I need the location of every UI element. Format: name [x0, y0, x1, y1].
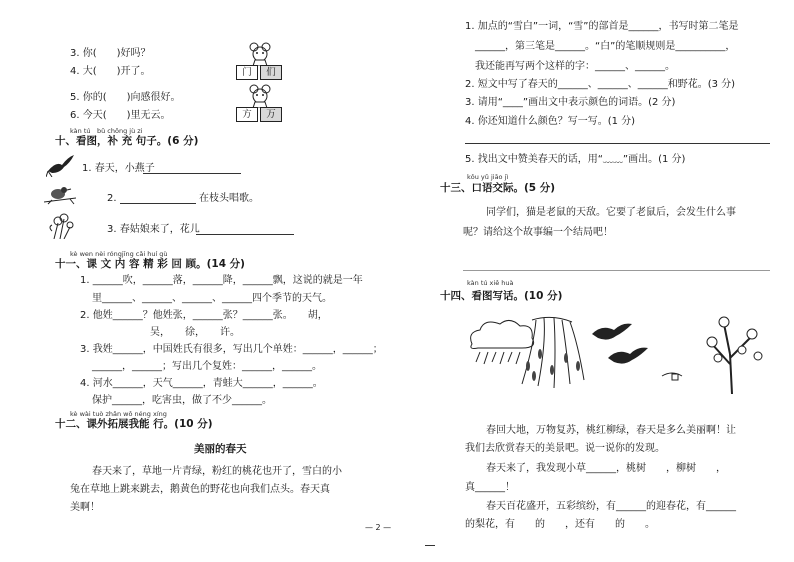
section-13-pinyin: kǒu yǔ jiāo jì [467, 173, 509, 181]
section-13-title: 十三、口语交际。(5 分) [440, 182, 556, 194]
story-line-3: 美啊！ [70, 502, 100, 513]
section-11-title: 十一、课 文 内 容 精 彩 回 顾。(14 分) [55, 258, 245, 270]
section-14-line-5: 春天百花盛开，五彩缤纷，有______的迎春花，有______ [486, 501, 736, 512]
section-14-line-2: 我们去欣赏春天的美景吧。说一说你的发现。 [465, 443, 665, 454]
section-14-line-6: 的梨花，有 的 ，还有 的 。 [465, 519, 655, 530]
section-11-line-2: 里______、______、______、______四个季节的天气。 [92, 293, 332, 304]
spring-scene-illustration [462, 314, 772, 394]
answer-line[interactable] [463, 270, 770, 271]
section-14-pinyin: kàn tú xiě huà [467, 279, 514, 287]
right-q1-line-1: 1. 加点的“雪白”一词，“雪”的部首是______，书写时第二笔是 [465, 21, 739, 32]
page-number: — 2 — [365, 523, 392, 532]
right-q5: 5. 找出文中赞美春天的话，用“﹏﹏”画出。(1 分) [465, 154, 686, 165]
section-13-line-2: 呢？请给这个故事编一个结局吧！ [463, 227, 613, 238]
section-14-line-3: 春天来了，我发现小草______，桃树 ，柳树 ， [486, 463, 726, 474]
section-11-pinyin: kè wen nèi róngjīng cǎi huí gù [70, 250, 168, 258]
answer-blank[interactable] [120, 203, 196, 204]
section-12-pinyin: kè wài tuò zhǎn wǒ néng xíng [70, 410, 167, 418]
question-4: 4. 大( )开了。 [70, 66, 151, 77]
section-10-item-2-number: 2. [107, 193, 117, 204]
fold-mark [425, 545, 435, 546]
section-11-line-6: ______，______；写出几个复姓：______，______。 [92, 361, 322, 372]
section-11-line-5: 3. 我姓______，中国姓氏有很多，写出几个单姓：______，______； [80, 344, 383, 355]
right-q1-line-2: ______，第三笔是______。“白”的笔顺规则是__________， [475, 41, 736, 52]
question-5: 5. 你的( )向感很好。 [70, 92, 181, 103]
right-q3: 3. 请用“____”画出文中表示颜色的词语。(2 分) [465, 97, 676, 108]
char-card-men-plural: 们 [260, 65, 282, 80]
section-12-title: 十二、课外拓展我能 行。(10 分) [55, 418, 213, 430]
section-11-line-8: 保护______，吃害虫，做了不少______。 [92, 395, 272, 406]
char-card-wan: 万 [260, 107, 282, 122]
story-line-2: 兔在草地上跳来跳去，鹅黄色的野花也向我们点头。春天真 [70, 484, 330, 495]
section-10-item-3: 3. 春姑娘来了，花儿 [107, 224, 200, 235]
section-11-line-4: 吴， 徐， 许。 [150, 327, 240, 338]
mouse-illustration [243, 42, 277, 66]
story-title: 美丽的春天 [194, 443, 247, 455]
answer-blank[interactable] [196, 234, 294, 235]
section-13-line-1: 同学们，猫是老鼠的天敌。它要了老鼠后，会发生什么事 [486, 207, 736, 218]
answer-line[interactable] [465, 143, 770, 144]
section-14-line-4: 真______！ [465, 482, 515, 493]
question-6: 6. 今天( )里无云。 [70, 110, 171, 121]
mouse-illustration-2 [243, 84, 277, 108]
right-q2: 2. 短文中写了春天的______、______、______和野花。(3 分) [465, 79, 736, 90]
section-10-item-1: 1. 春天，小燕子 [82, 163, 155, 174]
right-q4: 4. 你还知道什么颜色？写一写。(1 分) [465, 116, 636, 127]
right-q1-line-3: 我还能再写两个这样的字：______、______。 [475, 61, 675, 72]
section-14-line-1: 春回大地，万物复苏，桃红柳绿，春天是多么美丽啊！让 [486, 425, 736, 436]
section-10-pinyin: kàn tú bǔ chōng jù zi [70, 127, 143, 135]
section-10-item-2-tail: 在枝头唱歌。 [199, 193, 259, 204]
story-line-1: 春天来了，草地一片青绿，粉红的桃花也开了，雪白的小 [92, 466, 342, 477]
swallow-illustration [46, 153, 76, 177]
flowers-illustration [44, 213, 76, 239]
section-10-title: 十、看图，补 充 句子。(6 分) [55, 135, 199, 147]
section-14-title: 十四、看图写话。(10 分) [440, 290, 563, 302]
section-11-line-3: 2. 他姓______？他姓张，______张？______张。 胡， [80, 310, 328, 321]
char-card-fang: 方 [236, 107, 258, 122]
char-card-men: 门 [236, 65, 258, 80]
section-11-line-7: 4. 河水______，天气______，青蛙大______，______。 [80, 378, 323, 389]
section-11-line-1: 1. ______吹，______落，______降，______飘，这说的就是一年 [80, 275, 363, 286]
bird-on-branch-illustration [44, 184, 76, 208]
answer-blank[interactable] [143, 173, 241, 174]
question-3: 3. 你( )好吗？ [70, 48, 151, 59]
